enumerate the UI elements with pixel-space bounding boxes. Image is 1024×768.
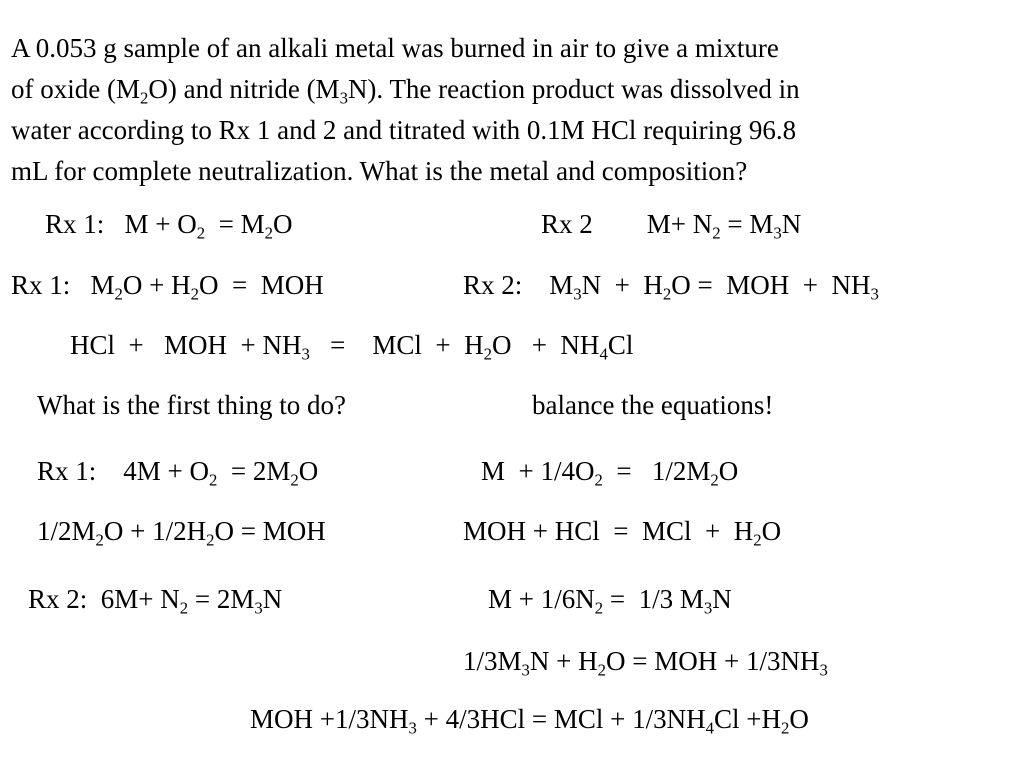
subscript: 3	[301, 344, 310, 364]
subscript: 3	[573, 284, 582, 304]
subscript: 2	[594, 598, 604, 618]
rx1-formation-equation: Rx 1: $M + O_2 = M_2O$	[45, 209, 293, 243]
problem-line-1: A 0.053 g sample of an alkali metal was burned in air to give a mixture	[11, 33, 779, 63]
subscript: 2	[712, 223, 721, 243]
rx2-formation-equation: Rx 2 $M+ N_2 = M_3N$	[541, 209, 802, 243]
subscript: 3	[819, 660, 828, 680]
subscript: 2	[196, 223, 206, 243]
subscript: 2	[597, 660, 606, 680]
titration-equation: HCl + MOH + $NH_3$ = MCl + $H_2O + NH_4Cl$	[70, 330, 634, 364]
neutralization-equation: MOH + HCl = MCl + $H_2O$	[463, 516, 782, 550]
subscript: 2	[139, 88, 149, 108]
subscript: 2	[209, 470, 218, 490]
subscript: 3	[703, 598, 713, 618]
rx2-hydrolysis-equation: Rx 2: $M_3N + H_2O$ = MOH + $NH_3$	[463, 270, 879, 304]
subscript: 3	[339, 88, 348, 108]
problem-statement	[11, 28, 1016, 192]
rx2-balanced-equation: Rx 2: $6M+ N_2 = 2M_3N$	[28, 584, 283, 618]
subscript: 2	[662, 284, 672, 304]
subscript: 4	[599, 344, 608, 364]
answer-text: balance the equations!	[532, 390, 774, 420]
problem-line-3: water according to Rx 1 and 2 and titrated with 0.1M HCl requiring 96.8	[11, 115, 797, 145]
subscript: 2	[290, 470, 299, 490]
problem-line-4: mL for complete neutralization. What is the metal and composition?	[11, 156, 748, 186]
subscript: 2	[95, 530, 104, 550]
subscript: 2	[179, 598, 189, 618]
subscript: 3	[870, 284, 879, 304]
subscript: 2	[264, 223, 273, 243]
subscript: 2	[594, 470, 603, 490]
question-text: What is the first thing to do?	[37, 390, 346, 420]
combined-titration-equation: MOH $+1/3NH_3 + 4/3HCl$ = MCl + $1/3NH_4Cl +H_2O$	[250, 704, 809, 738]
rx1-hydrolysis-equation: Rx 1: $M_2O + H_2O$ = MOH	[11, 270, 324, 304]
subscript: 2	[780, 718, 790, 738]
subscript: 2	[114, 284, 123, 304]
subscript: 3	[254, 598, 263, 618]
subscript: 2	[483, 344, 492, 364]
problem-line-2: of oxide $(M_2O)$ and nitride $(M_3N)$. The reaction product was dissolved in	[11, 74, 800, 108]
subscript: 3	[521, 660, 530, 680]
subscript: 3	[408, 718, 417, 738]
subscript: 2	[206, 530, 215, 550]
rx1-balanced-equation: Rx 1: $4M + O_2 = 2M_2O$	[37, 456, 319, 490]
rx1-per-metal-equation: $M + 1/4O_2 = 1/2M_2O$	[481, 456, 739, 490]
rx2-per-metal-equation: $M + 1/6N_2 = 1/3$ $M_3N$	[488, 584, 732, 618]
subscript: 4	[705, 718, 714, 738]
subscript: 3	[773, 223, 782, 243]
subscript: 2	[190, 284, 200, 304]
rx1-hydrolysis-balanced-equation: $1/2M_2O + 1/2H_2O$ = MOH	[37, 516, 326, 550]
subscript: 2	[710, 470, 719, 490]
rx2-hydrolysis-balanced-equation: $1/3M_3N + H_2O$ = MOH + $1/3NH_3$	[463, 646, 828, 680]
subscript: 2	[753, 530, 762, 550]
